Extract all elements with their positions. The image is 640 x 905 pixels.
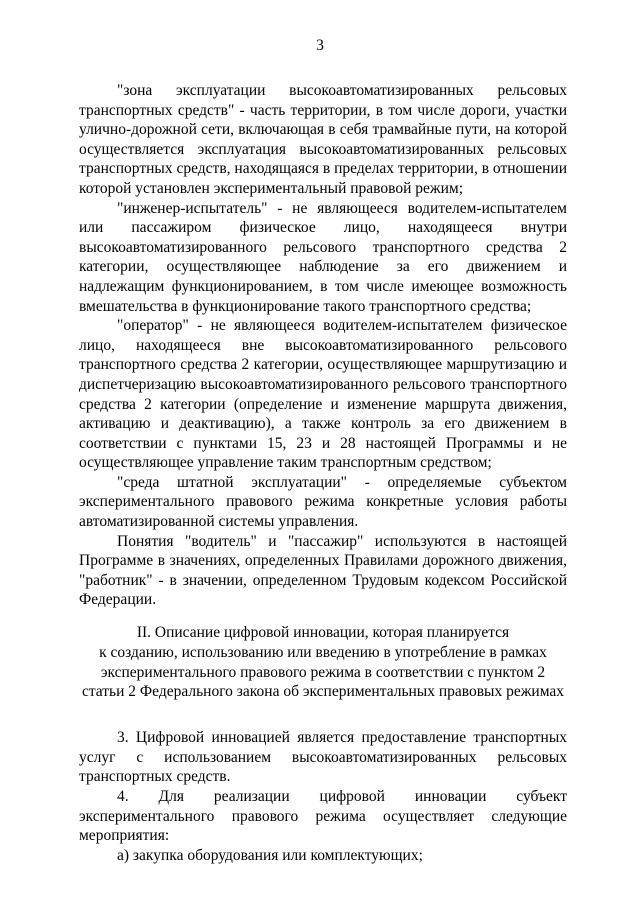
section-heading-line: статьи 2 Федерального закона об экспериментальных правовых режимах <box>81 683 565 701</box>
definition-paragraph-operating-environment: "среда штатной эксплуатации" - определяемые субъектом экспериментального правового режима конкретные условия работы автоматизированной системы управления. <box>79 473 567 531</box>
section-heading <box>79 623 567 702</box>
definition-paragraph-operation-zone: "зона эксплуатации высокоавтоматизированных рельсовых транспортных средств" - часть территории, в том числе дороги, участки улично-дорожной сети, включающая в себя трамвайные пути, на которой осуществляется эксплуатация высокоавтоматизированных рельсовых транспортных средств, находящаяся в пределах территории, в отношении которой установлен экспериментальный правовой режим; <box>79 82 567 197</box>
definition-paragraph-operator: "оператор" - не являющееся водителем-испытателем физическое лицо, находящееся вне высокоавтоматизированного рельсового транспортного средства 2 категории, осуществляющее маршрутизацию и диспетчеризацию высокоавтоматизированного рельсового транспортного средства 2 категории (определение и изменение маршрута движения, активацию и деактивацию), а также контроль за его движением в соответствии с пунктами 15, 23 и 28 настоящей Программы и не осуществляющее управление таким транспортным средством; <box>79 317 567 472</box>
clause-4a-paragraph: а) закупка оборудования или комплектующих; <box>117 846 423 864</box>
clause-4-paragraph: 4. Для реализации цифровой инновации субъект экспериментального правового режима осуществляет следующие мероприятия: <box>79 788 567 845</box>
definition-paragraph-test-engineer: "инженер-испытатель" - не являющееся водителем-испытателем или пассажиром физическое лицо, находящееся внутри высокоавтоматизированного рельсового транспортного средства 2 категории, осуществляющее наблюдение за его движением и надлежащим функционированием, в том числе имеющее возможность вмешательства в функционирование такого транспортного средства; <box>79 199 567 315</box>
section-heading-line: II. Описание цифровой инновации, которая планируется <box>136 624 510 642</box>
page-number: 3 <box>316 37 324 54</box>
terms-usage-paragraph: Понятия "водитель" и "пассажир" используются в настоящей Программе в значениях, определенных Правилами дорожного движения, "работник" - в значении, определенном Трудовым кодексом Российской Федерации. <box>79 532 567 609</box>
clause-3-paragraph: 3. Цифровой инновацией является предоставление транспортных услуг с использованием высокоавтоматизированных рельсовых транспортных средств. <box>79 729 567 786</box>
section-heading-line: экспериментального правового режима в соответствии с пунктом 2 <box>100 663 546 681</box>
section-heading-line: к созданию, использованию или введению в употребление в рамках <box>99 643 547 661</box>
document-body <box>79 81 567 865</box>
